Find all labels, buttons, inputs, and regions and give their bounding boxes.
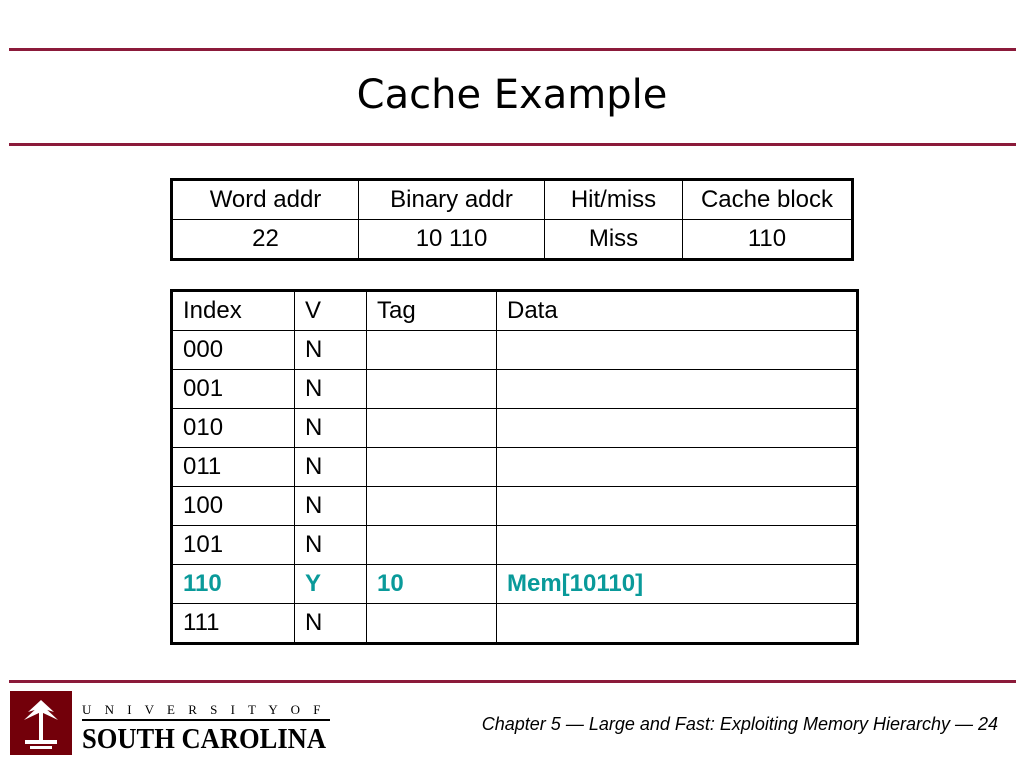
title-bottom-rule <box>9 143 1016 146</box>
slide-title: Cache Example <box>356 72 668 118</box>
cell-index: 000 <box>172 331 295 370</box>
cell-tag <box>367 448 497 487</box>
cell-data <box>497 448 858 487</box>
logo-divider <box>82 719 330 721</box>
header-word-addr: Word addr <box>172 180 359 220</box>
cell-tag <box>367 526 497 565</box>
cell-valid: N <box>295 526 367 565</box>
cell-tag <box>367 487 497 526</box>
cell-tag <box>367 370 497 409</box>
access-table <box>170 178 854 261</box>
top-rule <box>9 48 1016 51</box>
cell-index: 011 <box>172 448 295 487</box>
slide-footer: Chapter 5 — Large and Fast: Exploiting Memory Hierarchy — 24 <box>481 714 998 734</box>
cache-row <box>172 604 858 644</box>
cache-row <box>172 370 858 409</box>
footer-rule <box>9 680 1016 683</box>
header-hit-miss: Hit/miss <box>545 180 683 220</box>
usc-logo <box>10 690 340 765</box>
cell-data <box>497 526 858 565</box>
cell-valid: N <box>295 409 367 448</box>
cell-index: 111 <box>172 604 295 644</box>
header-valid: V <box>295 291 367 331</box>
cell-index: 101 <box>172 526 295 565</box>
header-cache-block: Cache block <box>683 180 853 220</box>
header-data: Data <box>497 291 858 331</box>
cell-tag <box>367 604 497 644</box>
access-table-row <box>172 220 853 260</box>
cell-data <box>497 604 858 644</box>
cache-row <box>172 409 858 448</box>
cell-index: 110 <box>172 565 295 604</box>
cell-tag <box>367 409 497 448</box>
cell-data <box>497 409 858 448</box>
cell-data <box>497 331 858 370</box>
header-index: Index <box>172 291 295 331</box>
cell-binary-addr: 10 110 <box>359 220 545 260</box>
cell-index: 010 <box>172 409 295 448</box>
access-table-header-row <box>172 180 853 220</box>
cell-valid: N <box>295 331 367 370</box>
cell-data <box>497 487 858 526</box>
cache-table <box>170 289 859 645</box>
cell-cache-block: 110 <box>683 220 853 260</box>
header-binary-addr: Binary addr <box>359 180 545 220</box>
header-tag: Tag <box>367 291 497 331</box>
cell-tag: 10 <box>367 565 497 604</box>
cache-row <box>172 448 858 487</box>
cell-index: 001 <box>172 370 295 409</box>
cell-valid: N <box>295 604 367 644</box>
cell-data <box>497 370 858 409</box>
cache-table-header-row <box>172 291 858 331</box>
cell-word-addr: 22 <box>172 220 359 260</box>
cache-row <box>172 487 858 526</box>
logo-university-of: U N I V E R S I T Y O F <box>82 702 326 717</box>
cell-valid: N <box>295 370 367 409</box>
cell-index: 100 <box>172 487 295 526</box>
cell-data: Mem[10110] <box>497 565 858 604</box>
cell-valid: N <box>295 487 367 526</box>
logo-south-carolina: SOUTH CAROLINA <box>82 723 327 755</box>
cell-hit-miss: Miss <box>545 220 683 260</box>
cache-row-hit <box>172 565 858 604</box>
usc-logo-graphic <box>10 690 340 760</box>
cell-valid: N <box>295 448 367 487</box>
cache-row <box>172 526 858 565</box>
cache-row <box>172 331 858 370</box>
cell-valid: Y <box>295 565 367 604</box>
cell-tag <box>367 331 497 370</box>
